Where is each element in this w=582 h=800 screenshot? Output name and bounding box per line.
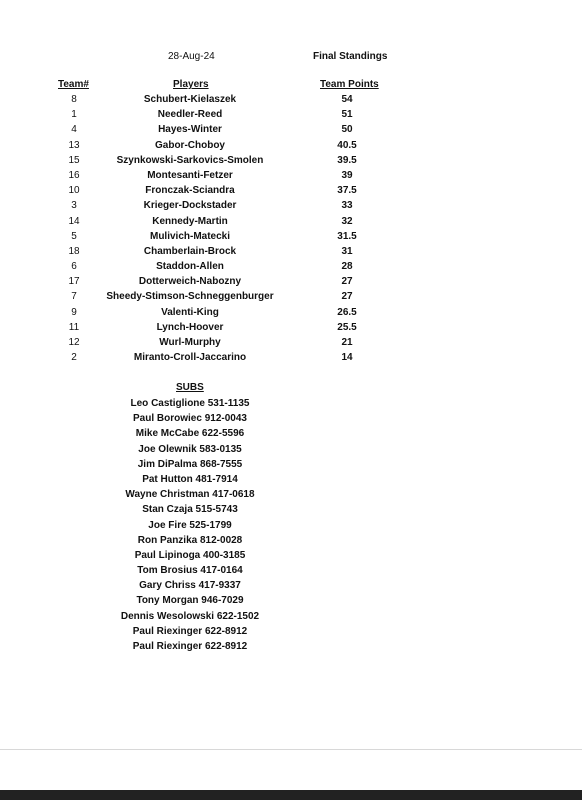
team-points: 26.5	[337, 306, 357, 318]
player-names: Dotterweich-Nabozny	[138, 276, 242, 288]
team-number: 10	[68, 185, 80, 197]
date-label: 28-Aug-24	[168, 51, 215, 62]
player-names: Wurl-Murphy	[159, 337, 221, 348]
table-row	[0, 244, 582, 259]
team-number: 15	[68, 154, 80, 166]
sub-list-item: Tom Brosius 417-0164	[137, 565, 243, 577]
team-number: 6	[71, 261, 77, 273]
team-points: 21	[341, 337, 353, 348]
player-names: Chamberlain-Brock	[143, 245, 237, 257]
player-names: Krieger-Dockstader	[143, 200, 237, 212]
table-row	[0, 214, 582, 229]
team-points: 27	[341, 291, 353, 303]
team-points: 32	[341, 215, 353, 227]
team-number: 3	[71, 200, 77, 212]
sub-list-item: Leo Castiglione 531-1135	[130, 398, 250, 409]
player-names: Gabor-Choboy	[155, 139, 225, 151]
sub-list-item: Paul Borowiec 912-0043	[133, 413, 247, 425]
player-names: Schubert-Kielaszek	[143, 94, 237, 105]
team-points: 51	[341, 109, 353, 121]
sub-list-item: Gary Chriss 417-9337	[139, 580, 241, 592]
team-points: 31	[341, 245, 353, 257]
table-row	[0, 92, 582, 107]
subs-heading: SUBS	[176, 382, 204, 393]
player-names: Mulivich-Matecki	[149, 230, 231, 242]
team-points: 31.5	[337, 230, 357, 242]
team-points: 40.5	[337, 139, 357, 151]
sub-list-item: Paul Riexinger 622-8912	[132, 641, 248, 652]
table-row	[0, 168, 582, 183]
team-points: 25.5	[337, 321, 357, 333]
table-row	[0, 289, 582, 304]
team-points: 39	[341, 169, 353, 181]
table-row	[0, 229, 582, 244]
player-names: Needler-Reed	[157, 109, 223, 121]
page-title: Final Standings	[313, 51, 388, 62]
team-number: 7	[71, 291, 77, 303]
table-row	[0, 107, 582, 122]
player-names: Szynkowski-Sarkovics-Smolen	[116, 154, 264, 166]
team-points: 54	[341, 94, 353, 105]
table-row	[0, 122, 582, 137]
player-names: Miranto-Croll-Jaccarino	[133, 352, 247, 364]
sub-list-item: Paul Lipinoga 400-3185	[134, 549, 246, 561]
team-number: 11	[68, 321, 80, 333]
sub-list-item: Joe Olewnik 583-0135	[138, 443, 242, 455]
sub-list-item: Wayne Christman 417-0618	[125, 489, 255, 501]
team-points: 33	[341, 200, 353, 212]
team-points: 37.5	[337, 185, 357, 197]
player-names: Sheedy-Stimson-Schneggenburger	[106, 291, 274, 303]
team-number: 5	[71, 230, 77, 242]
player-names: Valenti-King	[161, 306, 219, 318]
team-points: 14	[341, 352, 353, 364]
player-names: Fronczak-Sciandra	[145, 185, 235, 197]
sub-list-item: Stan Czaja 515-5743	[142, 504, 238, 516]
team-number: 2	[71, 352, 77, 364]
subs-list	[90, 396, 290, 654]
table-row	[0, 335, 582, 350]
table-row	[0, 305, 582, 320]
table-row	[0, 153, 582, 168]
team-number: 13	[68, 139, 80, 151]
sub-list-item: Paul Riexinger 622-8912	[132, 625, 248, 637]
player-names: Montesanti-Fetzer	[147, 169, 233, 181]
sub-list-item: Tony Morgan 946-7029	[136, 595, 244, 607]
player-names: Kennedy-Martin	[152, 215, 228, 227]
player-names: Staddon-Allen	[156, 261, 224, 273]
page-edge-line	[0, 749, 582, 750]
table-row	[0, 274, 582, 289]
team-number: 8	[71, 94, 77, 105]
team-points: 50	[341, 124, 353, 136]
team-number: 12	[68, 337, 80, 348]
sub-list-item: Ron Panzika 812-0028	[137, 534, 243, 546]
team-number: 16	[68, 169, 80, 181]
table-row	[0, 138, 582, 153]
team-points: 39.5	[337, 154, 357, 166]
sub-list-item: Pat Hutton 481-7914	[142, 473, 238, 485]
team-number: 17	[68, 276, 80, 288]
table-row	[0, 183, 582, 198]
team-points: 27	[341, 276, 353, 288]
team-number: 9	[71, 306, 77, 318]
team-points-column-header: Team Points	[320, 79, 379, 90]
table-row	[0, 320, 582, 335]
scan-border	[0, 790, 582, 800]
team-points: 28	[341, 261, 353, 273]
team-number: 4	[71, 124, 77, 136]
team-number: 1	[71, 109, 77, 121]
team-number: 14	[68, 215, 80, 227]
table-row	[0, 259, 582, 274]
standings-table	[0, 92, 582, 365]
team-number: 18	[68, 245, 80, 257]
team-number-column-header: Team#	[58, 79, 89, 90]
sub-list-item: Joe Fire 525-1799	[148, 519, 232, 531]
sub-list-item: Jim DiPalma 868-7555	[137, 458, 243, 470]
player-names: Hayes-Winter	[158, 124, 222, 136]
table-row	[0, 198, 582, 213]
sub-list-item: Dennis Wesolowski 622-1502	[120, 610, 260, 622]
table-row	[0, 350, 582, 365]
players-column-header: Players	[173, 79, 209, 90]
sub-list-item: Mike McCabe 622-5596	[135, 428, 245, 440]
player-names: Lynch-Hoover	[156, 321, 224, 333]
